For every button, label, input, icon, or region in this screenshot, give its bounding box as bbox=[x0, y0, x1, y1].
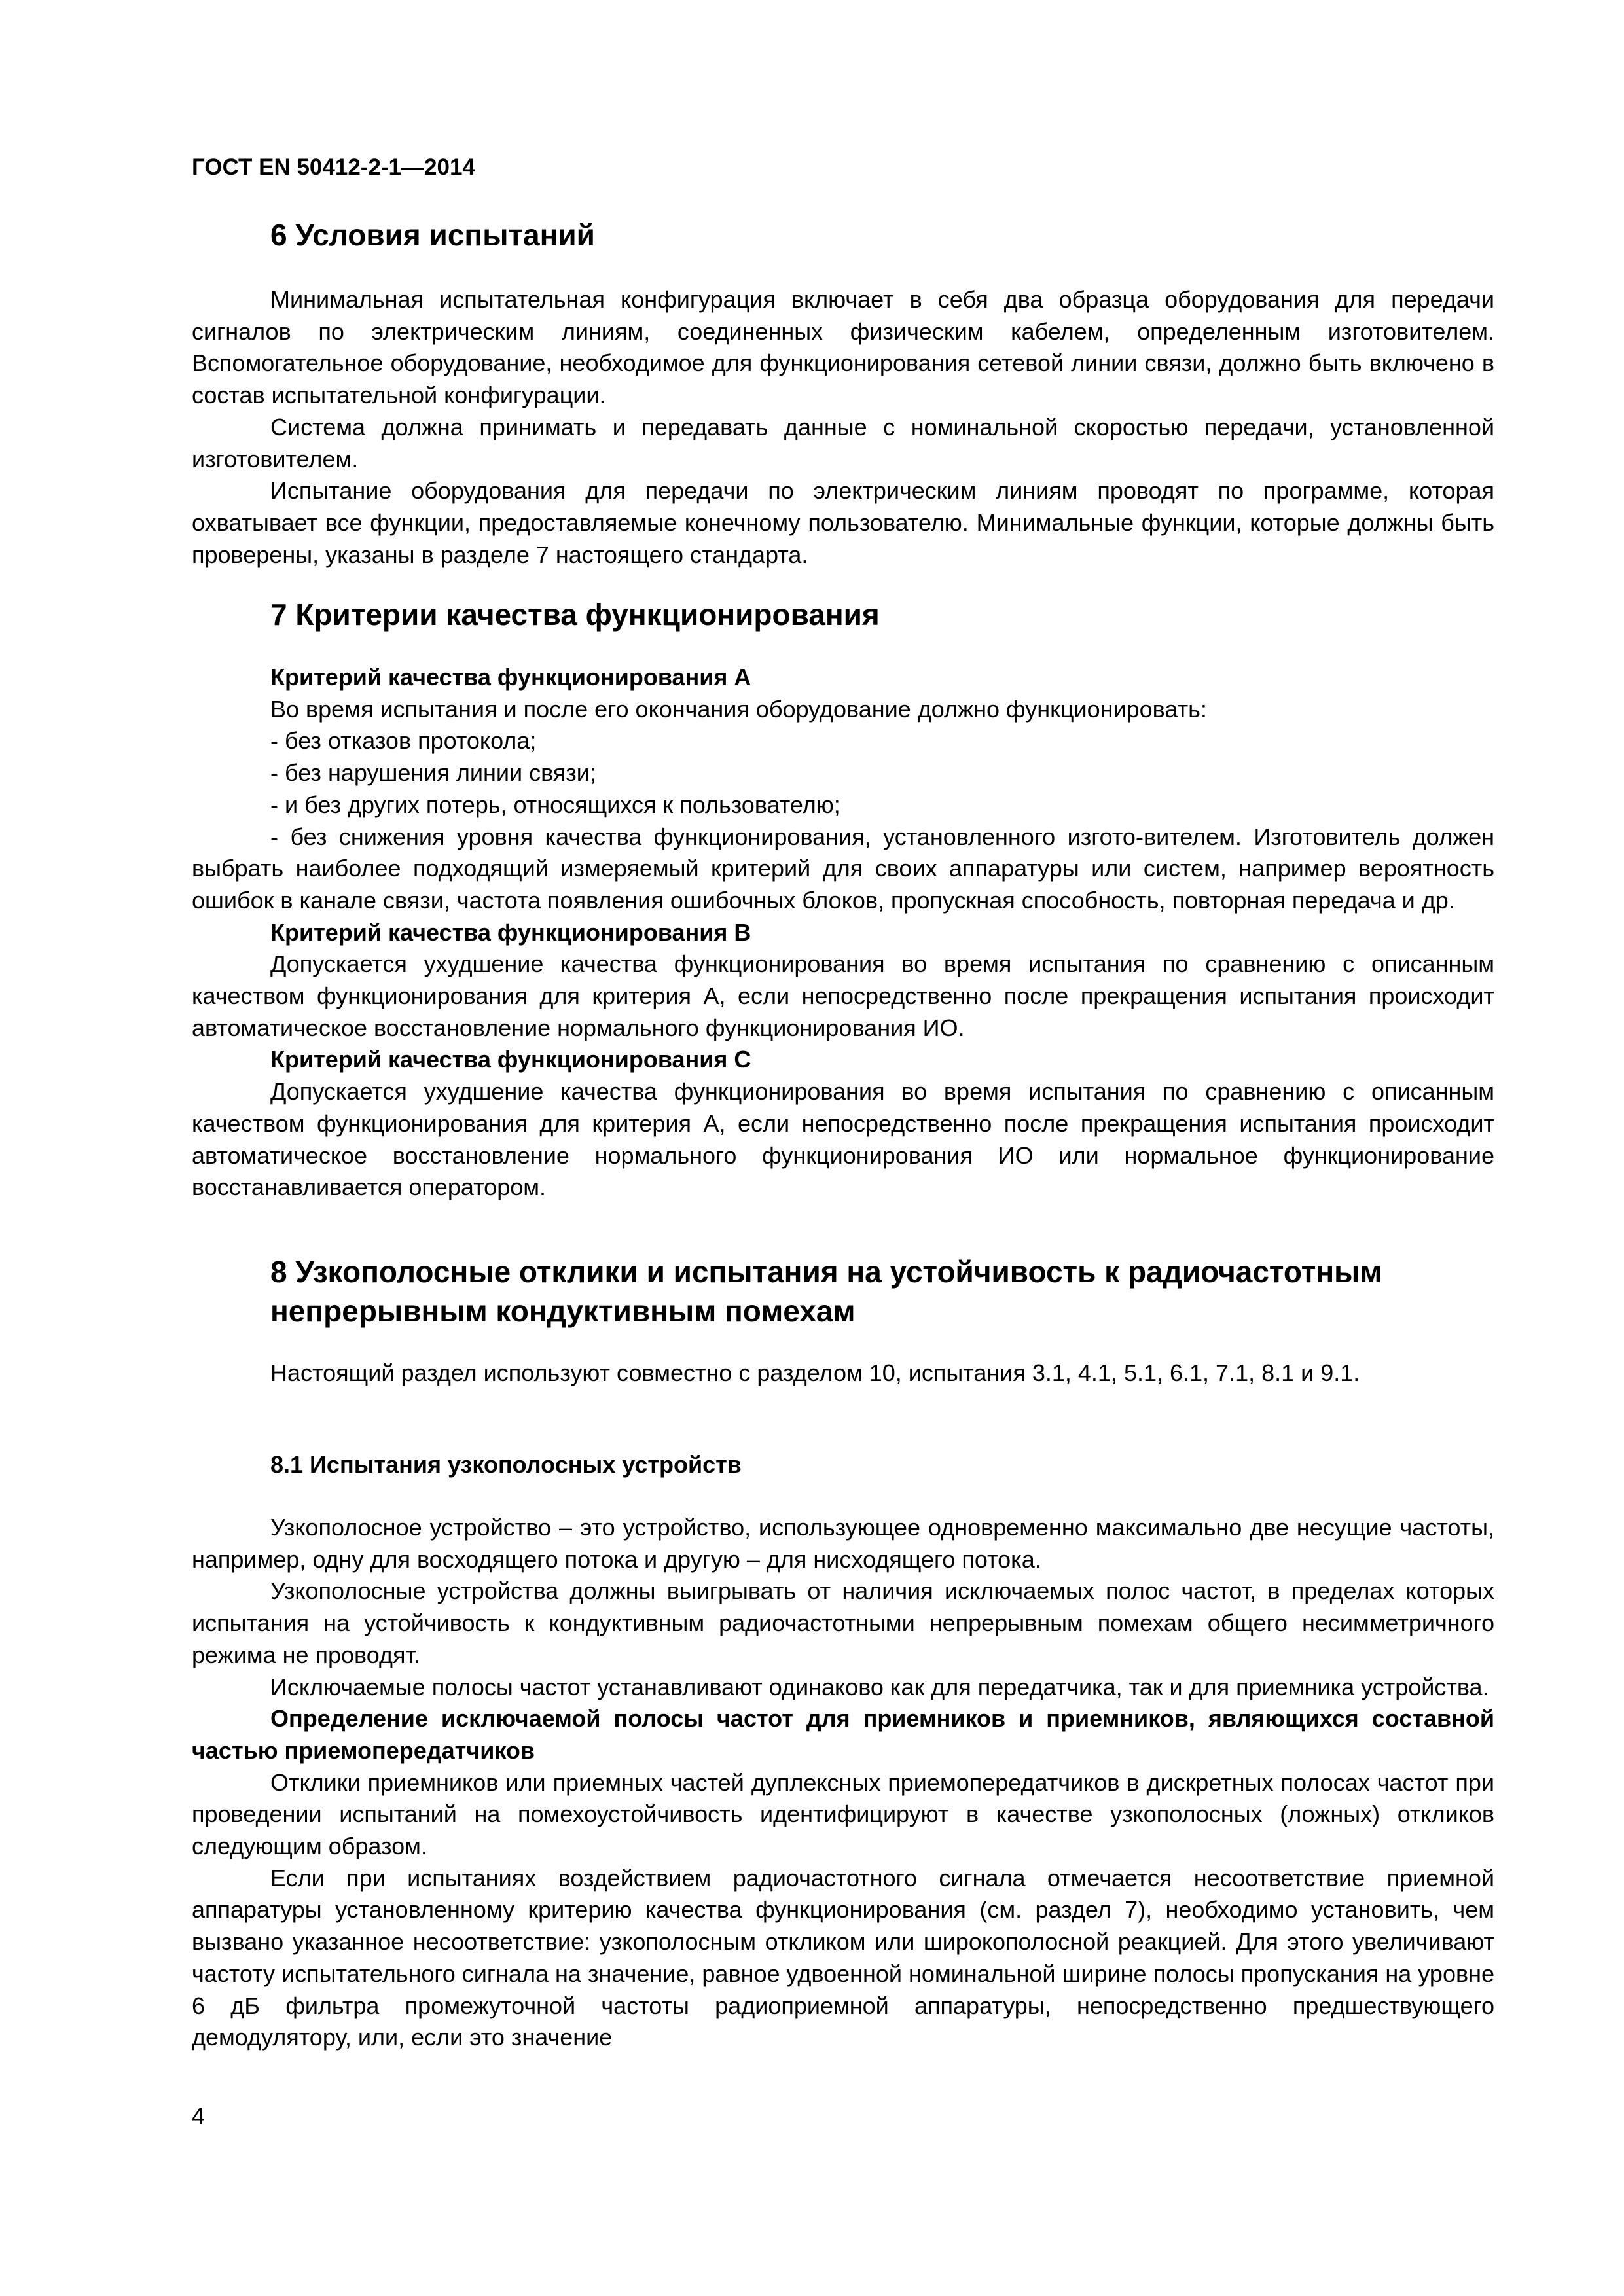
subsection-8-1-title: 8.1 Испытания узкополосных устройств bbox=[270, 1451, 742, 1478]
list-item: - без отказов протокола; bbox=[270, 727, 537, 755]
section-6-title: 6 Условия испытаний bbox=[270, 218, 595, 252]
document-code: ГОСТ EN 50412-2-1—2014 bbox=[192, 154, 475, 180]
section-8-body bbox=[192, 1512, 1494, 2054]
paragraph: Если при испытаниях воздействием радиочастотного сигнала отмечается несоответствие приемной аппаратуры установленному критерию качества функционирования (см. раздел 7), необходимо установить, чем вызвано указанное несоответствие: узкополосным откликом или широкополосной реакцией. Для этого увеличивают частоту испытательного сигнала на значение, равное удвоенной номинальной ширине полосы пропускания на уровне 6 дБ фильтра промежуточной частоты радиоприемной аппаратуры, непосредственно предшествующего демодулятору, или, если это значение bbox=[192, 1864, 1494, 2051]
criterion-b-text: Допускается ухудшение качества функционирования во время испытания по сравнению с описанным качеством функционирования для критерия А, если непосредственно после прекращения испытания происходит автоматическое восстановление нормального функционирования ИО. bbox=[192, 950, 1494, 1041]
page-number: 4 bbox=[192, 2102, 206, 2129]
criterion-c-text: Допускается ухудшение качества функционирования во время испытания по сравнению с описанным качеством функционирования для критерия А, если непосредственно после прекращения испытания происходит автоматическое восстановление нормального функционирования ИО или нормальное функционирование восстанавливается оператором. bbox=[192, 1078, 1494, 1201]
list-item: - без снижения уровня качества функционирования, установленного изгото-вителем. Изготовитель должен выбрать наиболее подходящий измеряемый критерий для своих аппаратуры или систем, например вероятность ошибок в канале связи, частота появления ошибочных блоков, пропускная способность, повторная передача и др. bbox=[192, 823, 1494, 914]
criterion-b-title: Критерий качества функционирования В bbox=[270, 918, 751, 946]
list-item: - и без других потерь, относящихся к пользователю; bbox=[270, 791, 840, 818]
criterion-a-title: Критерий качества функционирования А bbox=[270, 664, 751, 691]
paragraph: Узкополосное устройство – это устройство, использующее одновременно максимально две несущие частоты, например, одну для восходящего потока и другую – для нисходящего потока. bbox=[192, 1514, 1494, 1573]
paragraph: Отклики приемников или приемных частей дуплексных приемопередатчиков в дискретных полосах частот при проведении испытаний на помехоустойчивость идентифицируют в качестве узкополосных (ложных) откликов следующим образом. bbox=[192, 1768, 1494, 1860]
section-8-intro bbox=[192, 1357, 1494, 1390]
paragraph: Настоящий раздел используют совместно с разделом 10, испытания 3.1, 4.1, 5.1, 6.1, 7.1, 8.1 и 9.1. bbox=[270, 1359, 1360, 1386]
list-item: - без нарушения линии связи; bbox=[270, 759, 596, 787]
section-6-body bbox=[192, 284, 1494, 571]
section-8-title-line-1: 8 Узкополосные отклики и испытания на устойчивость к радиочастотным bbox=[270, 1255, 1382, 1289]
paragraph: Система должна принимать и передавать данные с номинальной скоростью передачи, установленной изготовителем. bbox=[192, 413, 1494, 473]
criterion-a-intro: Во время испытания и после его окончания оборудование должно функционировать: bbox=[270, 695, 1207, 723]
criterion-c-title: Критерий качества функционирования С bbox=[270, 1046, 751, 1073]
paragraph: Исключаемые полосы частот устанавливают одинаково как для передатчика, так и для приемника устройства. bbox=[270, 1673, 1489, 1700]
paragraph: Минимальная испытательная конфигурация включает в себя два образца оборудования для передачи сигналов по электрическим линиям, соединенных физическим кабелем, определенным изготовителем. Вспомогательное оборудование, необходимое для функционирования сетевой линии связи, должно быть включено в состав испытательной конфигурации. bbox=[192, 286, 1494, 409]
section-7-title: 7 Критерии качества функционирования bbox=[270, 598, 880, 632]
paragraph: Испытание оборудования для передачи по электрическим линиям проводят по программе, которая охватывает все функции, предоставляемые конечному пользователю. Минимальные функции, которые должны быть проверены, указаны в разделе 7 настоящего стандарта. bbox=[192, 477, 1494, 568]
bold-heading: Определение исключаемой полосы частот для приемников и приемников, являющихся составной частью приемопередатчиков bbox=[192, 1705, 1494, 1764]
section-7-body bbox=[192, 662, 1494, 1204]
paragraph: Узкополосные устройства должны выигрывать от наличия исключаемых полос частот, в пределах которых испытания на устойчивость к кондуктивным радиочастотными непрерывным помехам общего несимметричного режима не проводят. bbox=[192, 1577, 1494, 1668]
section-8-title-line-2: непрерывным кондуктивным помехам bbox=[270, 1294, 856, 1328]
